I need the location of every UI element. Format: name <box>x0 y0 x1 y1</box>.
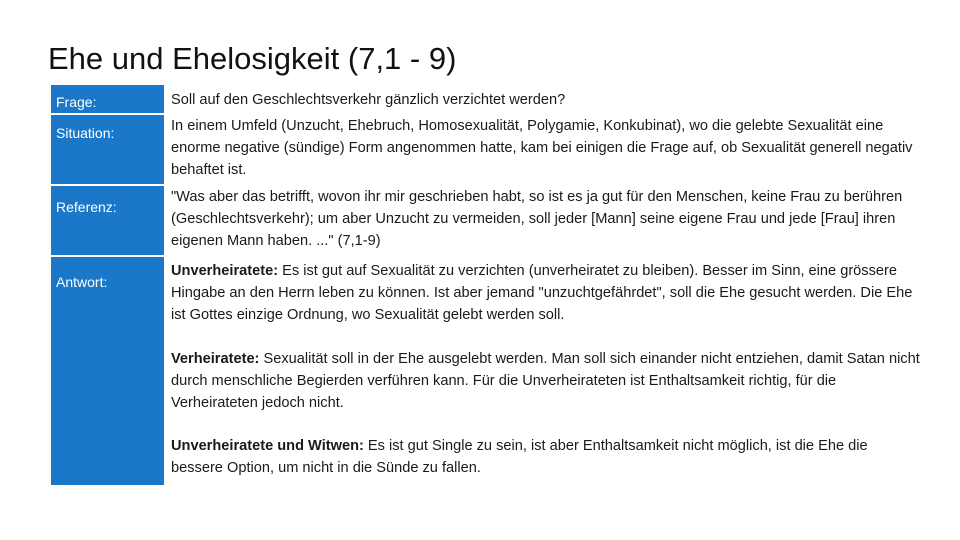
label-column <box>51 85 164 485</box>
situation-text: In einem Umfeld (Unzucht, Ehebruch, Homosexualität, Polygamie, Konkubinat), wo die gelebte Sexualität eine enorme negative (sündige) Form angenommen hatte, kam bei einigen die Frage auf, ob Sexualität generell negativ behaftet ist. <box>171 118 913 178</box>
antwort-paragraph-unverheiratete <box>171 260 923 326</box>
antwort-lead: Unverheiratete und Witwen: <box>171 438 364 454</box>
label-antwort: Antwort: <box>56 274 108 290</box>
antwort-paragraph-witwen <box>171 435 923 479</box>
row-separator <box>51 113 164 115</box>
frage-text: Soll auf den Geschlechtsverkehr gänzlich verzichtet werden? <box>171 92 566 108</box>
antwort-body: Sexualität soll in der Ehe ausgelebt werden. Man soll sich einander nicht entziehen, damit Satan nicht durch menschliche Begierden verführen kann. Für die Unverheirateten ist Enthaltsamkeit richtig, für die Verheirateten jedoch nicht. <box>171 351 920 411</box>
label-referenz: Referenz: <box>56 199 117 215</box>
antwort-body: Es ist gut Single zu sein, ist aber Enthaltsamkeit nicht möglich, ist die Ehe die bessere Option, um nicht in die Sünde zu fallen. <box>171 438 868 476</box>
referenz-text: "Was aber das betrifft, wovon ihr mir geschrieben habt, so ist es ja gut für den Menschen, keine Frau zu berühren (Geschlechtsverkehr); um aber Unzucht zu vermeiden, soll jeder [Mann] seine eigene Frau und jede [Frau] ihren eigenen Mann haben. ..." (7,1-9) <box>171 189 903 249</box>
antwort-paragraph-verheiratete <box>171 348 923 414</box>
label-frage: Frage: <box>56 94 97 110</box>
label-situation: Situation: <box>56 125 115 141</box>
antwort-body: Es ist gut auf Sexualität zu verzichten (unverheiratet zu bleiben). Besser im Sinn, eine grössere Hingabe an den Herrn leben zu können. Ist aber jemand "unzuchtgefährdet", soll die Ehe gesucht werden. Die Ehe ist Gottes einzige Ordnung, wo Sexualität gelebt werden soll. <box>171 263 913 323</box>
row-separator <box>51 255 164 257</box>
antwort-lead: Verheiratete: <box>171 351 260 367</box>
row-separator <box>51 184 164 186</box>
antwort-lead: Unverheiratete: <box>171 263 279 279</box>
slide-title: Ehe und Ehelosigkeit (7,1 - 9) <box>48 41 457 76</box>
